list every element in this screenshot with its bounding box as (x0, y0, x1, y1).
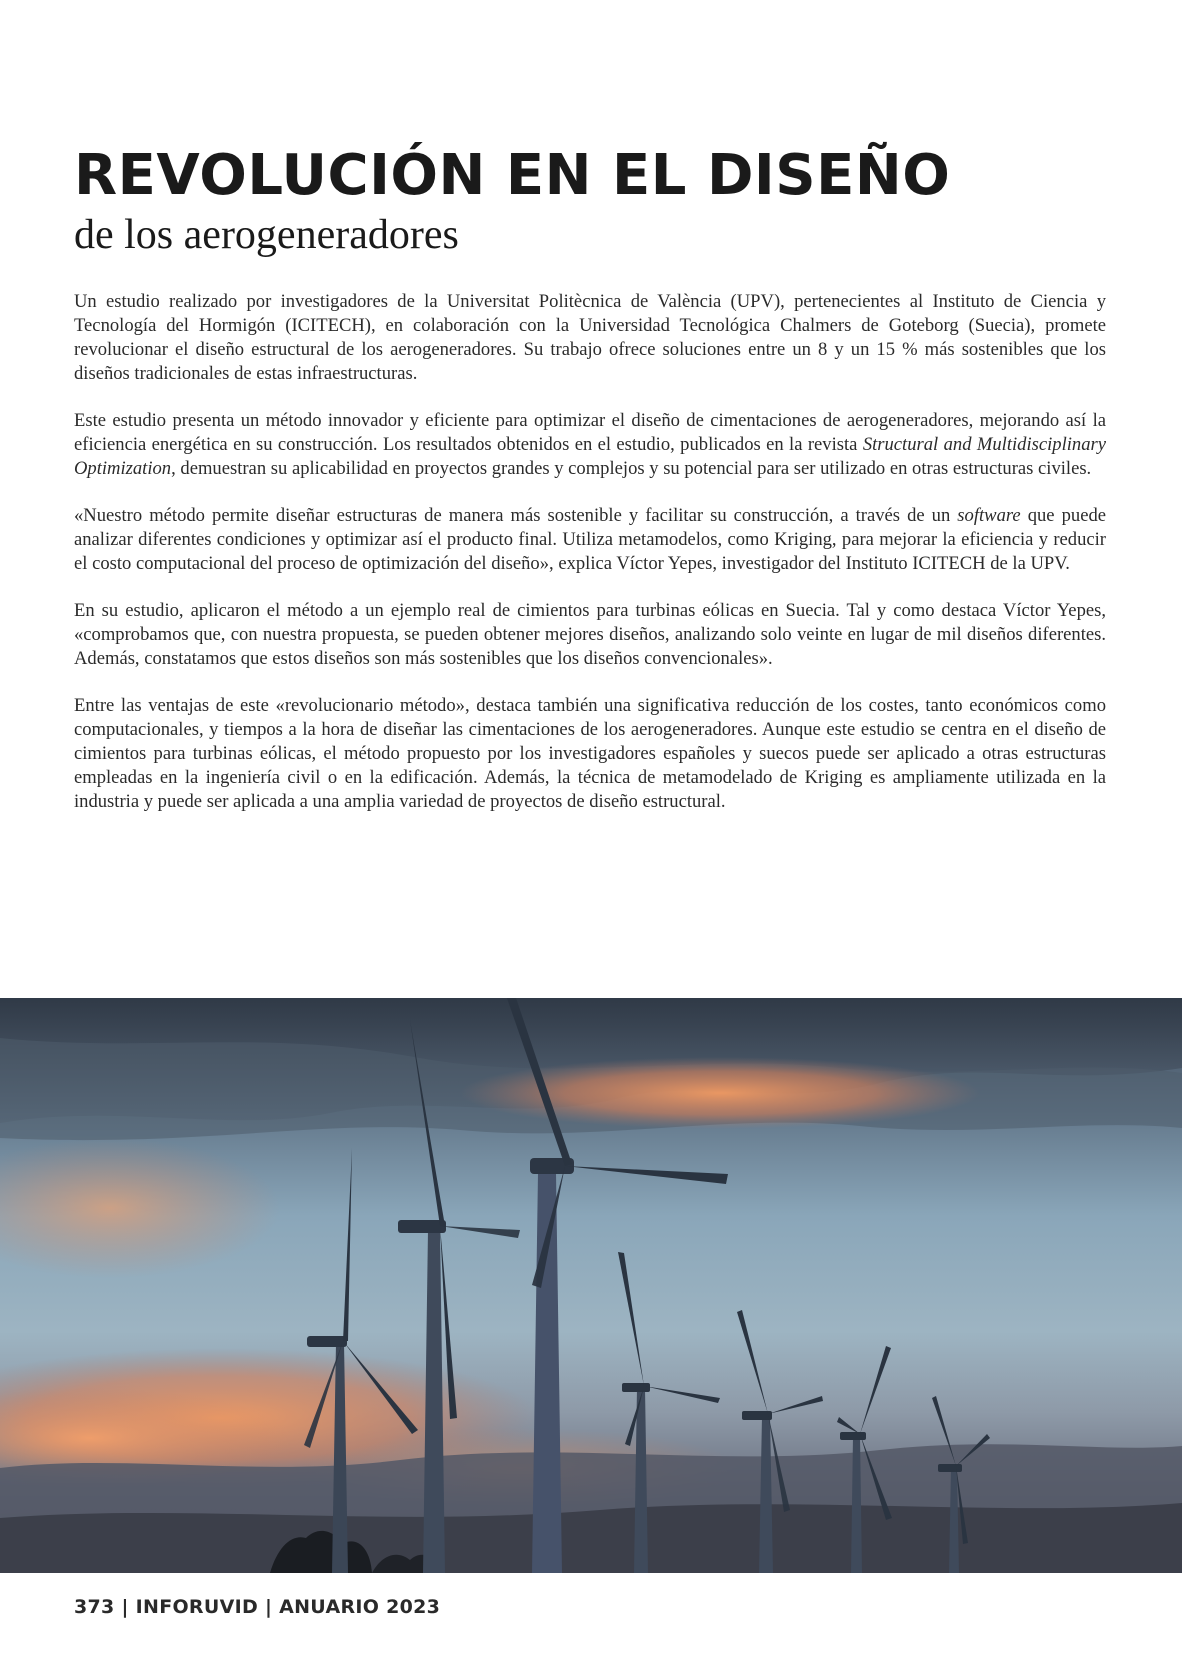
paragraph-3 (74, 504, 1106, 576)
paragraph-4-text: En su estudio, aplicaron el método a un ejemplo real de cimientos para turbinas eólicas en Suecia. Tal y como destaca Víctor Yepes, «comprobamos que, con nuestra propuesta, se pueden obtener mejores diseños, analizando solo veinte en lugar de mil diseños diferentes. Además, constatamos que estos diseños son más sostenibles que los diseños convencionales». (74, 600, 1106, 669)
paragraph-2 (74, 409, 1106, 481)
article-body (74, 290, 1106, 837)
page-footer: 373 | INFORUVID | ANUARIO 2023 (74, 1596, 441, 1618)
article-subtitle: de los aerogeneradores (74, 212, 459, 258)
paragraph-1-text: Un estudio realizado por investigadores de la Universitat Politècnica de València (UPV), pertenecientes al Instituto de Ciencia y Tecnología del Hormigón (ICITECH), en colaboración con la Universidad Tecnológica Chalmers de Goteborg (Suecia), promete revolucionar el diseño estructural de los aerogeneradores. Su trabajo ofrece soluciones entre un 8 y un 15 % más sostenibles que los diseños tradicionales de estas infraestructuras. (74, 291, 1106, 384)
software-term: software (957, 505, 1021, 526)
paragraph-2-text-after: , demuestran su aplicabilidad en proyectos grandes y complejos y su potencial para ser utilizado en otras estructuras civiles. (171, 458, 1092, 479)
paragraph-3-text-before: «Nuestro método permite diseñar estructuras de manera más sostenible y facilitar su construcción, a través de un (74, 505, 958, 526)
paragraph-4 (74, 599, 1106, 671)
journal-name: Structural and Multidisciplinary Optimization (74, 434, 1106, 479)
paragraph-3-text-after: que puede analizar diferentes condiciones y optimizar así el producto final. Utiliza metamodelos, como Kriging, para mejorar la eficiencia y reducir el costo computacional del proceso de optimización del diseño», explica Víctor Yepes, investigador del Instituto ICITECH de la UPV. (74, 505, 1106, 574)
wind-turbines-illustration (0, 998, 1182, 1573)
paragraph-1 (74, 290, 1106, 386)
paragraph-5-text: Entre las ventajas de este «revolucionario método», destaca también una significativa reducción de los costes, tanto económicos como computacionales, y tiempos a la hora de diseñar las cimentaciones de los aerogeneradores. Aunque este estudio se centra en el diseño de cimientos para turbinas eólicas, el método propuesto por los investigadores españoles y suecos puede ser aplicado a otras estructuras empleadas en la ingeniería civil o en la edificación. Además, la técnica de metamodelado de Kriging es ampliamente utilizada en la industria y puede ser aplicada a una amplia variedad de proyectos de diseño estructural. (74, 695, 1106, 812)
article-title: REVOLUCIÓN EN EL DISEÑO (74, 143, 951, 208)
paragraph-5 (74, 694, 1106, 814)
paragraph-2-text-before: Este estudio presenta un método innovador y eficiente para optimizar el diseño de cimentaciones de aerogeneradores, mejorando así la eficiencia energética en su construcción. Los resultados obtenidos en el estudio, publicados en la revista (74, 410, 1106, 455)
wind-turbines-photo (0, 998, 1182, 1573)
